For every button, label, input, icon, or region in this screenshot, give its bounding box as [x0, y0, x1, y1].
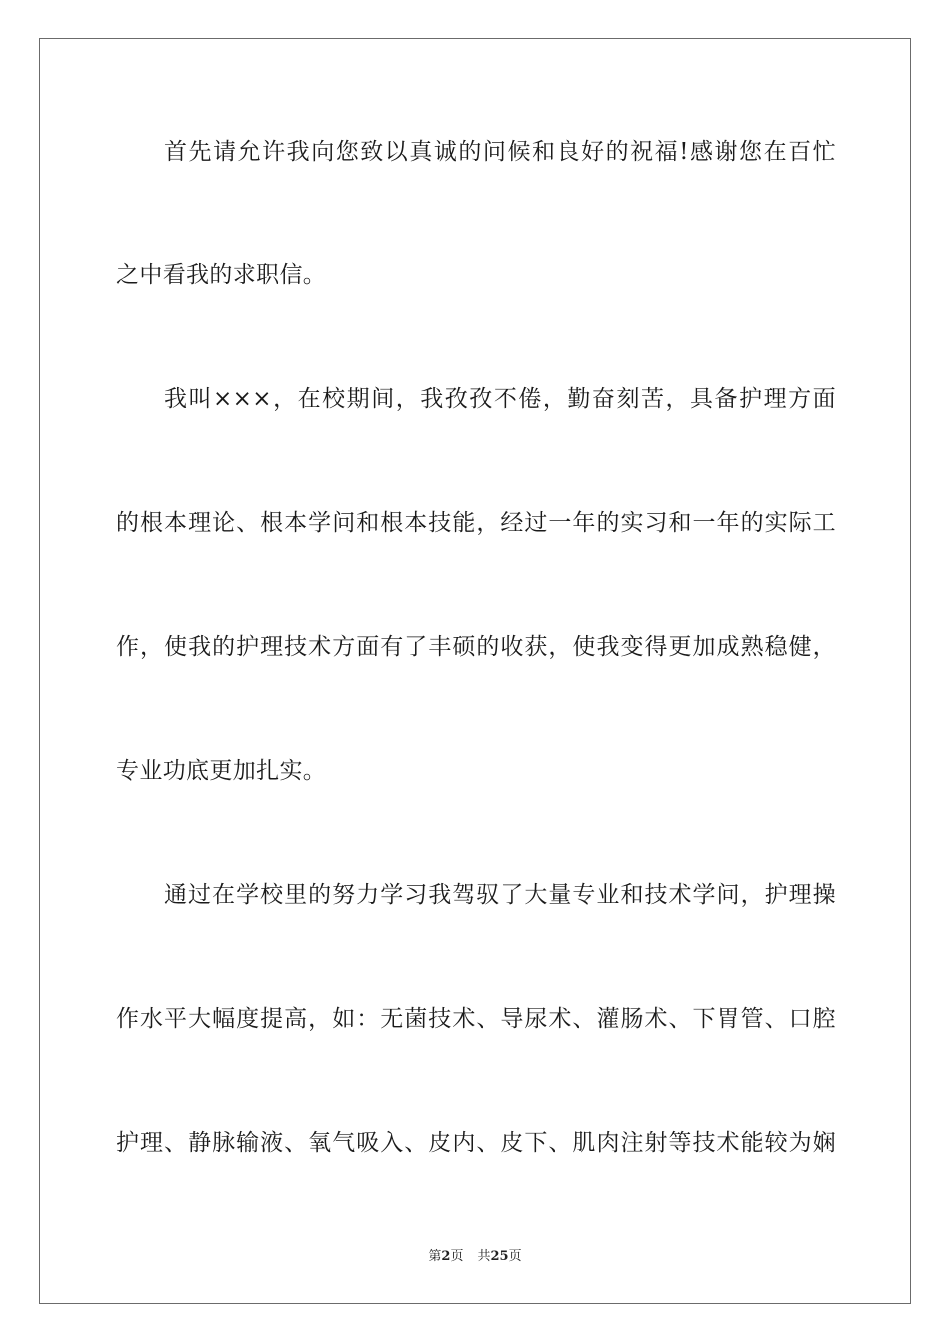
text-line-9: 护理、静脉输液、氧气吸入、皮内、皮下、肌肉注射等技术能较为娴 — [116, 1130, 836, 1156]
page-prefix: 第 — [428, 1249, 442, 1264]
text-line-4: 的根本理论、根本学问和根本技能，经过一年的实习和一年的实际工 — [116, 510, 836, 536]
text-line-7: 通过在学校里的努力学习我驾驭了大量专业和技术学问，护理操 — [164, 882, 836, 908]
page-suffix: 页 — [450, 1249, 464, 1264]
text-line-3: 我叫×××，在校期间，我孜孜不倦，勤奋刻苦，具备护理方面 — [164, 386, 836, 412]
total-pages: 25 — [490, 1249, 509, 1264]
total-prefix: 共 — [477, 1249, 491, 1264]
text-line-5: 作，使我的护理技术方面有了丰硕的收获，使我变得更加成熟稳健， — [116, 634, 836, 660]
page-footer — [0, 1248, 950, 1266]
page-border — [39, 38, 911, 1304]
text-line-1: 首先请允许我向您致以真诚的问候和良好的祝福!感谢您在百忙 — [164, 139, 836, 165]
page-number: 2 — [441, 1249, 451, 1264]
text-line-6: 专业功底更加扎实。 — [116, 758, 327, 784]
text-line-2: 之中看我的求职信。 — [116, 262, 327, 288]
total-suffix: 页 — [508, 1249, 522, 1264]
text-line-8: 作水平大幅度提高，如：无菌技术、导尿术、灌肠术、下胃管、口腔 — [116, 1006, 836, 1032]
